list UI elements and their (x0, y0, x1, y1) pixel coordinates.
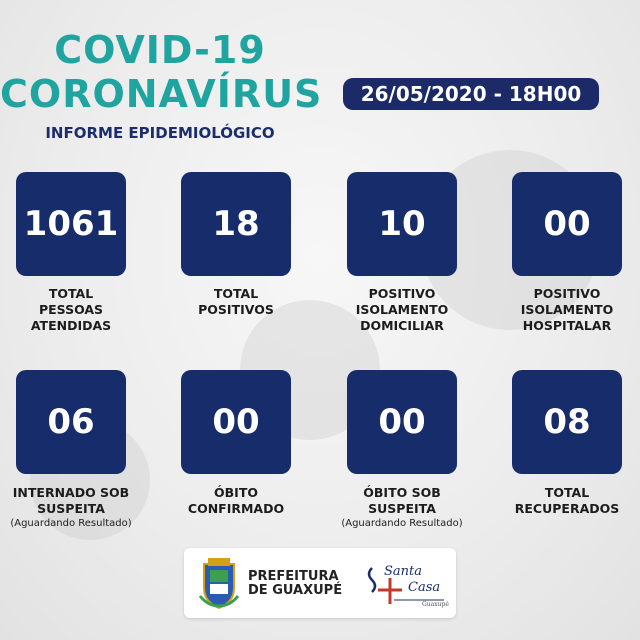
stat-card-internado-suspeita (16, 370, 126, 474)
stat-value: 1061 (23, 204, 119, 244)
stat-label-isolamento-domiciliar: POSITIVO ISOLAMENTO DOMICILIAR (355, 286, 449, 333)
stat-card-obito-suspeita (347, 370, 457, 474)
stat-label-total-positivos: TOTAL POSITIVOS (198, 286, 274, 317)
stat-label-total-atendidas: TOTAL PESSOAS ATENDIDAS (30, 286, 112, 333)
stat-value: 00 (543, 204, 591, 244)
stat-card-obito-confirmado (181, 370, 291, 474)
stat-label-obito-confirmado: ÓBITO CONFIRMADO (187, 485, 285, 516)
stat-value: 10 (378, 204, 426, 244)
stat-card-total-atendidas (16, 172, 126, 276)
stat-value: 00 (212, 402, 260, 442)
city-crest-logo (198, 556, 240, 610)
footer-logos (184, 548, 456, 618)
date-badge: 26/05/2020 - 18H00 (343, 78, 599, 110)
stat-note: (Aguardando Resultado) (10, 518, 132, 529)
stat-card-total-recuperados (512, 370, 622, 474)
stat-card-isolamento-hospitalar (512, 172, 622, 276)
subtitle: INFORME EPIDEMIOLÓGICO (45, 124, 275, 142)
casa-word: Casa (408, 580, 441, 595)
stat-value: 06 (47, 402, 95, 442)
stat-value: 18 (212, 204, 260, 244)
stat-label-total-recuperados: TOTAL RECUPERADOS (514, 485, 620, 516)
title-covid: COVID-19 (54, 28, 266, 72)
stat-label-obito-suspeita: ÓBITO SOB SUSPEITA (Aguardando Resultado) (322, 485, 482, 530)
stat-value: 00 (378, 402, 426, 442)
santa-casa-logo (364, 560, 448, 610)
stat-label-internado-suspeita: INTERNADO SOB SUSPEITA (Aguardando Resultado) (0, 485, 151, 530)
santa-word: Santa (384, 564, 423, 579)
stat-card-isolamento-domiciliar (347, 172, 457, 276)
title-coronavirus: CORONAVÍRUS (0, 72, 323, 116)
stat-label-isolamento-hospitalar: POSITIVO ISOLAMENTO HOSPITALAR (520, 286, 614, 333)
prefeitura-logo-text: PREFEITURA DE GUAXUPÉ (248, 569, 343, 598)
stat-card-total-positivos (181, 172, 291, 276)
stat-note: (Aguardando Resultado) (341, 518, 463, 529)
stat-value: 08 (543, 402, 591, 442)
santa-casa-tagline: Guaxupé (422, 601, 449, 608)
